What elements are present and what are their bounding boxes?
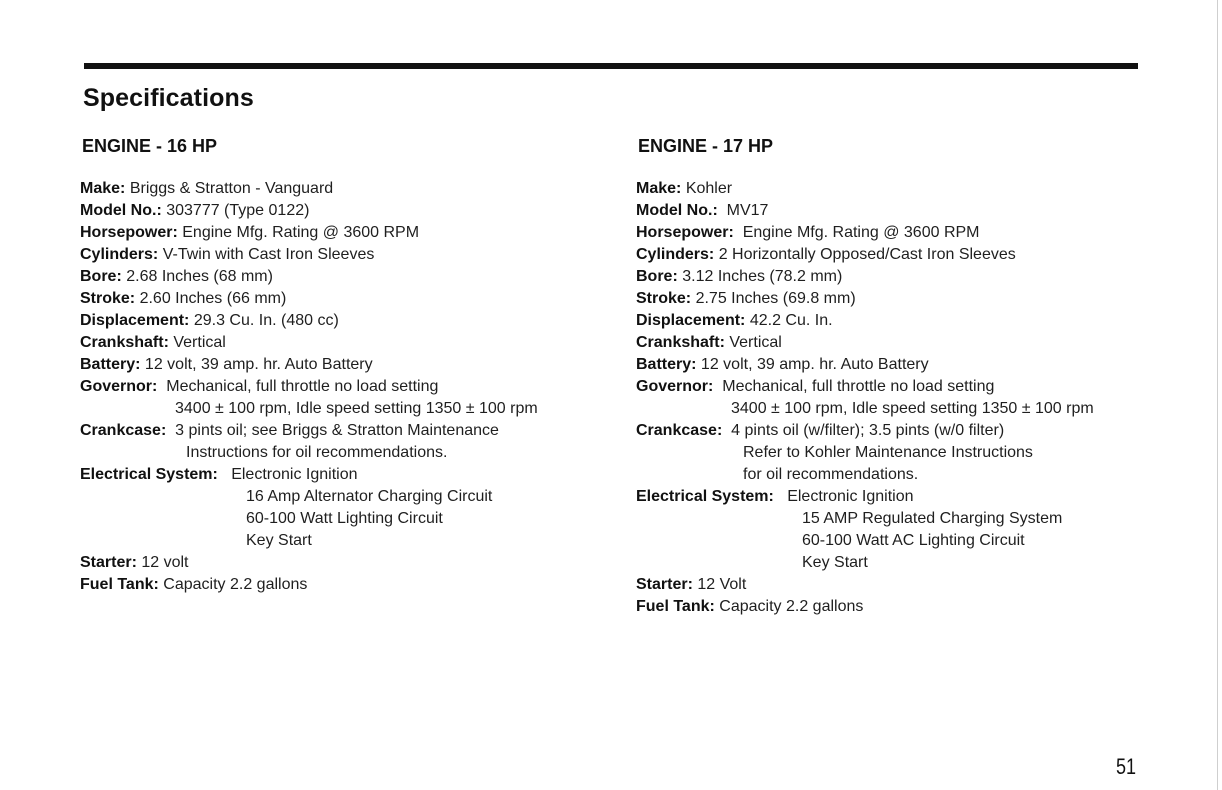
spec-value: 3.12 Inches (78.2 mm) — [682, 268, 843, 285]
spec-value: Mechanical, full throttle no load setting — [166, 378, 439, 395]
spec-value: 12 volt, 39 amp. hr. Auto Battery — [144, 356, 373, 373]
spec-label: Bore: — [80, 268, 122, 285]
section-heading-16hp: ENGINE - 16 HP — [82, 136, 218, 156]
spec-label: Electrical System: — [636, 488, 774, 505]
spec-value: 4 pints oil (w/filter); 3.5 pints (w/0 filter) — [731, 422, 1005, 439]
spec-electrical — [636, 486, 1156, 508]
spec-value: Electronic Ignition — [231, 466, 358, 483]
spec-label: Model No.: — [636, 202, 718, 219]
spec-fuel-tank — [636, 596, 1156, 618]
spec-make — [80, 178, 600, 200]
spec-label: Make: — [80, 180, 126, 197]
spec-value: 2.68 Inches (68 mm) — [126, 268, 273, 285]
spec-electrical-continued: 15 AMP Regulated Charging System — [802, 510, 1063, 527]
spec-model — [80, 200, 600, 222]
spec-value: Capacity 2.2 gallons — [719, 598, 864, 615]
spec-electrical-continued: Key Start — [246, 532, 312, 549]
spec-value: 12 volt — [141, 554, 189, 571]
spec-column-16hp — [80, 134, 600, 596]
spec-stroke — [80, 288, 600, 310]
spec-crankcase-continued: Instructions for oil recommendations. — [186, 444, 448, 461]
spec-label: Model No.: — [80, 202, 162, 219]
spec-label: Electrical System: — [80, 466, 218, 483]
spec-label: Battery: — [636, 356, 697, 373]
spec-cylinders — [636, 244, 1156, 266]
spec-crankshaft — [80, 332, 600, 354]
spec-horsepower — [80, 222, 600, 244]
spec-column-17hp — [636, 134, 1156, 618]
spec-label: Bore: — [636, 268, 678, 285]
page-number: 51 — [1116, 754, 1137, 779]
spec-value: 3 pints oil; see Briggs & Stratton Maintenance — [175, 422, 499, 439]
spec-cylinders — [80, 244, 600, 266]
spec-label: Fuel Tank: — [80, 576, 159, 593]
spec-displacement — [80, 310, 600, 332]
spec-label: Horsepower: — [80, 224, 178, 241]
spec-value: Engine Mfg. Rating @ 3600 RPM — [182, 224, 420, 241]
spec-fuel-tank — [80, 574, 600, 596]
spec-label: Crankcase: — [80, 422, 167, 439]
spec-value: 2.75 Inches (69.8 mm) — [695, 290, 856, 307]
spec-value: MV17 — [726, 202, 769, 219]
spec-model — [636, 200, 1156, 222]
spec-label: Stroke: — [80, 290, 136, 307]
spec-value: Electronic Ignition — [787, 488, 914, 505]
spec-governor-continued: 3400 ± 100 rpm, Idle speed setting 1350 ± 100 rpm — [175, 400, 538, 417]
spec-label: Governor: — [636, 378, 714, 395]
spec-battery — [80, 354, 600, 376]
spec-label: Crankshaft: — [636, 334, 725, 351]
spec-bore — [636, 266, 1156, 288]
spec-starter — [636, 574, 1156, 596]
spec-displacement — [636, 310, 1156, 332]
spec-governor — [80, 376, 600, 398]
spec-label: Stroke: — [636, 290, 692, 307]
spec-crankcase-continued: for oil recommendations. — [743, 466, 919, 483]
spec-value: 2.60 Inches (66 mm) — [139, 290, 287, 307]
spec-value: 29.3 Cu. In. (480 cc) — [193, 312, 339, 329]
spec-value: Engine Mfg. Rating @ 3600 RPM — [742, 224, 980, 241]
spec-label: Fuel Tank: — [636, 598, 715, 615]
spec-governor — [636, 376, 1156, 398]
spec-crankcase — [636, 420, 1156, 442]
spec-value: Briggs & Stratton - Vanguard — [129, 180, 334, 197]
spec-bore — [80, 266, 600, 288]
spec-value: Kohler — [685, 180, 733, 197]
spec-label: Cylinders: — [636, 246, 715, 263]
spec-value: 12 volt, 39 amp. hr. Auto Battery — [700, 356, 929, 373]
spec-label: Make: — [636, 180, 682, 197]
spec-value: 303777 (Type 0122) — [166, 202, 310, 219]
spec-label: Governor: — [80, 378, 158, 395]
spec-crankshaft — [636, 332, 1156, 354]
spec-value: 42.2 Cu. In. — [749, 312, 833, 329]
spec-label: Battery: — [80, 356, 141, 373]
page-edge — [1217, 0, 1218, 790]
spec-crankcase-continued: Refer to Kohler Maintenance Instructions — [743, 444, 1033, 461]
header-rule — [84, 63, 1138, 69]
spec-battery — [636, 354, 1156, 376]
page-title: Specifications — [83, 84, 254, 112]
spec-value: 12 Volt — [697, 576, 747, 593]
spec-value: Vertical — [729, 334, 782, 351]
spec-label: Horsepower: — [636, 224, 734, 241]
spec-value: Vertical — [173, 334, 226, 351]
spec-label: Displacement: — [80, 312, 190, 329]
spec-make — [636, 178, 1156, 200]
spec-label: Starter: — [636, 576, 693, 593]
spec-electrical-continued: 60-100 Watt AC Lighting Circuit — [802, 532, 1025, 549]
spec-value: 2 Horizontally Opposed/Cast Iron Sleeves — [718, 246, 1016, 263]
spec-crankcase — [80, 420, 600, 442]
spec-electrical-continued: Key Start — [802, 554, 868, 571]
spec-electrical — [80, 464, 600, 486]
spec-label: Displacement: — [636, 312, 746, 329]
spec-horsepower — [636, 222, 1156, 244]
spec-value: Mechanical, full throttle no load setting — [722, 378, 995, 395]
spec-value: V-Twin with Cast Iron Sleeves — [162, 246, 375, 263]
spec-electrical-continued: 16 Amp Alternator Charging Circuit — [246, 488, 493, 505]
spec-stroke — [636, 288, 1156, 310]
spec-label: Cylinders: — [80, 246, 159, 263]
spec-governor-continued: 3400 ± 100 rpm, Idle speed setting 1350 ± 100 rpm — [731, 400, 1094, 417]
spec-label: Starter: — [80, 554, 137, 571]
section-heading-17hp: ENGINE - 17 HP — [638, 136, 774, 156]
spec-value: Capacity 2.2 gallons — [163, 576, 308, 593]
spec-starter — [80, 552, 600, 574]
spec-label: Crankcase: — [636, 422, 723, 439]
spec-label: Crankshaft: — [80, 334, 169, 351]
spec-electrical-continued: 60-100 Watt Lighting Circuit — [246, 510, 443, 527]
